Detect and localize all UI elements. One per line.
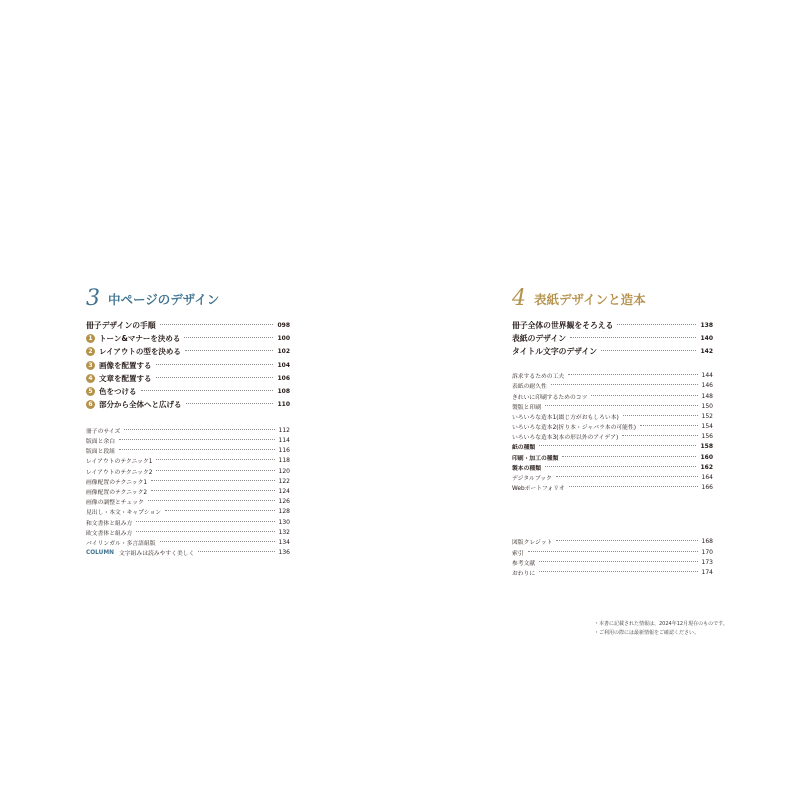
entry-label: 印刷・加工の種類 [512,455,559,462]
dot-leader [185,350,274,351]
entry-page: 158 [700,443,713,451]
toc-entry-main[interactable] [512,332,713,345]
dot-leader [591,395,697,396]
column-tag: COLUMN [86,549,114,556]
toc-entry-sub[interactable] [86,517,290,527]
entry-page: 166 [701,484,713,492]
entry-label: Webポートフォリオ [512,486,565,493]
entry-label: 和文書体と組み方 [86,520,133,527]
dot-leader [601,350,696,351]
entry-label: いろいろな造本2(折り本・ジャバラ本の可能性) [512,425,637,432]
dot-leader [551,384,698,385]
entry-page: 162 [700,463,713,471]
toc-entry-sub[interactable] [86,507,290,517]
toc-entry-sub[interactable] [86,456,290,466]
entry-page: 160 [700,453,713,461]
entry-label: バイリンガル・多言語組版 [86,540,156,547]
entry-label: 製版と印刷 [512,404,541,411]
entry-label: おわりに [512,570,536,577]
entry-page: 144 [701,372,713,380]
entry-page: 118 [278,457,290,465]
step-number-badge: 4 [86,374,95,383]
spacer [512,359,713,371]
entry-page: 098 [277,322,290,330]
dot-leader [539,445,696,446]
dot-leader [622,435,697,436]
dot-leader [136,531,274,532]
entry-label: 版面と余白 [86,439,115,446]
entry-label: 版面と段組 [86,449,115,456]
dot-leader [528,551,698,552]
entry-label: いろいろな造本3(本の形以外のアイデア) [512,435,619,442]
toc-entry-step[interactable] [86,372,290,385]
entry-page: 152 [701,412,713,420]
step-number-badge: 5 [86,387,95,396]
dot-leader [156,470,274,471]
toc-entry-sub[interactable] [86,466,290,476]
chapter-number: 3 [86,286,100,311]
toc-entry-sub[interactable] [512,432,713,442]
entry-page: 170 [701,548,713,556]
step-number-badge: 2 [86,347,95,356]
dot-leader [556,476,698,477]
entry-label: 画像の調整とチェック [86,500,144,507]
entry-page: 100 [277,335,290,343]
toc-entry-back[interactable] [512,537,713,547]
entry-label: 製本の種類 [512,465,541,472]
entry-label: レイアウトの型を決める [99,347,181,357]
toc-entry-sub[interactable] [512,391,713,401]
entry-page: 108 [277,388,290,396]
toc-entry-main[interactable] [86,319,290,332]
toc-entry-sub[interactable] [512,452,713,462]
entry-page: 110 [277,401,290,409]
footnote: ・ご利用の際には最新情報をご確認ください。 [594,630,700,636]
dot-leader [151,490,274,491]
chapter-3-heading [86,287,290,311]
entry-label: きれいに印刷するためのコツ [512,394,588,401]
entry-label: 部分から全体へと広げる [99,400,182,410]
entry-page: 106 [277,374,290,382]
entry-label: 紙の種類 [512,445,536,452]
chapter-title: 中ページのデザイン [108,292,220,307]
entry-label: 文字組みは読みやすく美しく [119,551,195,558]
dot-leader [569,486,698,487]
spacer [86,411,290,425]
dot-leader [539,561,697,562]
entry-label: 画像配置のテクニック2 [86,490,148,497]
spacer [512,493,713,537]
dot-leader [119,449,275,450]
dot-leader [617,324,696,325]
toc-entry-main[interactable] [512,319,713,332]
toc-entry-sub[interactable] [512,483,713,493]
entry-label: 表紙のデザイン [512,334,567,344]
entry-page: 104 [277,361,290,369]
toc-chapter-3 [86,287,290,558]
dot-leader [160,541,275,542]
entry-label: 表紙の耐久性 [512,384,547,391]
dot-leader [136,521,274,522]
entry-page: 164 [701,474,713,482]
entry-page: 138 [700,322,713,330]
entry-label: 色をつける [99,387,137,397]
entry-label: デジタルブック [512,476,552,483]
entry-page: 132 [278,528,290,536]
toc-entry-step[interactable] [86,359,290,372]
toc-entry-sub[interactable] [86,497,290,507]
entry-label: 冊子デザインの手順 [86,321,156,331]
toc-entry-sub[interactable] [86,527,290,537]
dot-leader [184,337,273,338]
toc-entry-sub[interactable] [86,486,290,496]
dot-leader [198,551,274,552]
dot-leader [141,390,274,391]
dot-leader [623,415,698,416]
entry-page: 128 [278,508,290,516]
entry-page: 112 [278,426,290,434]
entry-label: 文章を配置する [99,373,152,383]
toc-entry-sub[interactable] [86,446,290,456]
toc-entry-sub[interactable] [86,436,290,446]
toc-entry-column[interactable] [86,548,290,558]
toc-entry-sub[interactable] [512,371,713,381]
toc-entry-step[interactable] [86,345,290,358]
toc-entry-step[interactable] [86,385,290,398]
dot-leader [148,500,275,501]
dot-leader [186,403,274,404]
dot-leader [124,429,274,430]
toc-chapter-4 [512,287,713,578]
dot-leader [539,571,697,572]
entry-page: 148 [701,392,713,400]
dot-leader [568,374,697,375]
dot-leader [156,377,274,378]
toc-entry-back[interactable] [512,547,713,557]
toc-entry-sub[interactable] [512,462,713,472]
entry-page: 174 [701,568,713,576]
footnote: ・本書に記載された情報は、2024年12月現在のものです。 [594,621,728,627]
entry-label: 欧文書体と組み方 [86,530,133,537]
entry-label: 画像を配置する [99,360,152,370]
entry-page: 156 [701,433,713,441]
dot-leader [556,540,697,541]
toc-entry-sub[interactable] [86,537,290,547]
entry-label: 画像配置のテクニック1 [86,479,148,486]
entry-label: 見出し・本文・キャプション [86,510,162,517]
entry-label: レイアウトのテクニック2 [86,469,153,476]
entry-label: トーン&マナーを決める [99,334,181,344]
entry-page: 130 [278,518,290,526]
toc-entry-sub[interactable] [512,422,713,432]
step-number-badge: 3 [86,361,95,370]
entry-label: タイトル文字のデザイン [512,347,598,357]
toc-entry-step[interactable] [86,332,290,345]
toc-entry-sub[interactable] [86,476,290,486]
dot-leader [570,337,696,338]
entry-label: いろいろな造本1(綴じ方がおもしろい本) [512,414,619,421]
entry-page: 154 [701,423,713,431]
toc-entry-sub[interactable] [512,442,713,452]
dot-leader [119,439,275,440]
entry-label: 索引 [512,550,524,557]
entry-page: 102 [277,348,290,356]
toc-entry-back[interactable] [512,557,713,567]
toc-entry-sub[interactable] [512,411,713,421]
toc-entry-sub[interactable] [512,472,713,482]
entry-label: 冊子全体の世界観をそろえる [512,321,614,331]
entry-page: 114 [278,437,290,445]
dot-leader [640,425,698,426]
step-number-badge: 1 [86,334,95,343]
entry-label: 訴求するための工夫 [512,374,565,381]
entry-page: 136 [278,549,290,557]
dot-leader [562,456,696,457]
entry-page: 124 [278,488,290,496]
toc-entry-sub[interactable] [512,381,713,391]
toc-entry-back[interactable] [512,567,713,577]
entry-page: 142 [700,348,713,356]
entry-label: 参考文献 [512,560,536,567]
toc-entry-main[interactable] [512,345,713,358]
dot-leader [151,480,274,481]
entry-page: 150 [701,402,713,410]
footnotes [594,620,754,638]
dot-leader [545,405,698,406]
entry-label: 冊子のサイズ [86,428,121,435]
toc-entry-step[interactable] [86,398,290,411]
dot-leader [165,510,275,511]
toc-entry-sub[interactable] [512,401,713,411]
step-number-badge: 6 [86,400,95,409]
entry-page: 120 [278,467,290,475]
entry-label: レイアウトのテクニック1 [86,459,153,466]
entry-page: 140 [700,335,713,343]
entry-page: 116 [278,447,290,455]
dot-leader [545,466,696,467]
chapter-number: 4 [512,286,526,311]
dot-leader [160,324,274,325]
entry-page: 126 [278,498,290,506]
toc-entry-sub[interactable] [86,425,290,435]
dot-leader [156,364,274,365]
entry-page: 168 [701,538,713,546]
chapter-4-heading [512,287,713,311]
entry-label: 図版クレジット [512,540,553,547]
entry-page: 173 [701,558,713,566]
entry-page: 146 [701,382,713,390]
chapter-title: 表紙デザインと造本 [534,292,646,307]
dot-leader [156,459,274,460]
entry-page: 122 [278,477,290,485]
entry-page: 134 [278,538,290,546]
